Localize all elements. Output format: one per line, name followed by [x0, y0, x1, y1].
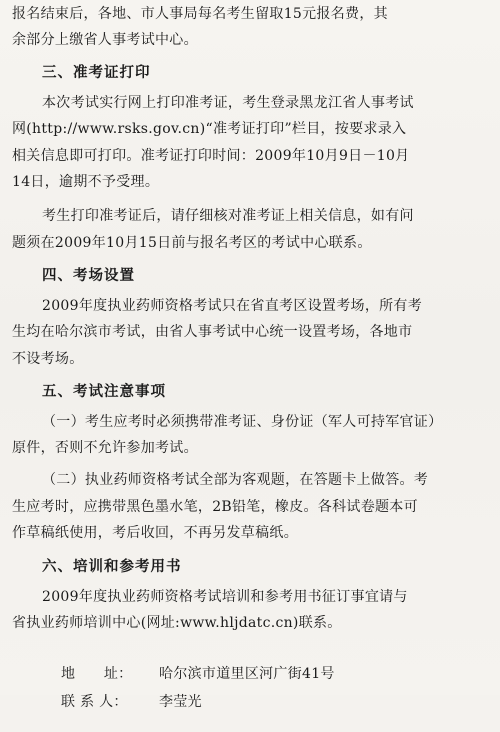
paragraph-line: 2009年度执业药师资格考试培训和参考用书征订事宜请与	[42, 589, 408, 605]
address-label: 地 址：	[61, 666, 133, 682]
paragraph-line: （二）执业药师资格考试全部为客观题，在答题卡上做答。考	[42, 472, 429, 488]
paragraph-line: 题须在2009年10月15日前与报名考区的考试中心联系。	[12, 235, 372, 251]
paragraph-line: 原件，否则不允许参加考试。	[12, 440, 198, 456]
paragraph-line: 网(http://www.rsks.gov.cn)“准考证打印”栏目，按要求录入	[12, 121, 407, 137]
paragraph-line: 考生打印准考证后，请仔细核对准考证上相关信息，如有问	[42, 208, 414, 224]
section-heading-3: 三、准考证打印	[42, 65, 151, 81]
section-heading-4: 四、考场设置	[42, 268, 135, 284]
paragraph-line: 本次考试实行网上打印准考证，考生登录黑龙江省人事考试	[42, 95, 414, 111]
address-value: 哈尔滨市道里区河广街41号	[159, 666, 335, 682]
paragraph-line: 不设考场。	[12, 351, 84, 367]
paragraph-line: （一）考生应考时必须携带准考证、身份证（军人可持军官证）	[42, 414, 443, 430]
paragraph-line: 生均在哈尔滨市考试，由省人事考试中心统一设置考场，各地市	[12, 324, 413, 340]
paragraph-line: 余部分上缴省人事考试中心。	[12, 32, 198, 48]
paragraph-line: 作草稿纸使用，考后收回，不再另发草稿纸。	[12, 525, 298, 541]
contact-person	[42, 672, 486, 732]
paragraph-line: 2009年度执业药师资格考试只在省直考区设置考场，所有考	[42, 298, 423, 314]
paragraph-line: 省执业药师培训中心(网址:www.hljdatc.cn)联系。	[12, 615, 342, 631]
person-value: 李莹光	[159, 694, 202, 710]
paragraph-line: 报名结束后，各地、市人事局每名考生留取15元报名费，其	[12, 6, 388, 22]
person-label: 联 系 人：	[61, 694, 128, 710]
section-heading-6: 六、培训和参考用书	[42, 559, 182, 575]
paragraph-line: 生应考时，应携带黑色墨水笔，2B铅笔，橡皮。各科试卷题本可	[12, 499, 418, 515]
paragraph-line: 相关信息即可打印。准考证打印时间：2009年10月9日－10月	[12, 148, 410, 164]
section-heading-5: 五、考试注意事项	[42, 384, 166, 400]
paragraph-line: 14日，逾期不予受理。	[12, 174, 160, 190]
